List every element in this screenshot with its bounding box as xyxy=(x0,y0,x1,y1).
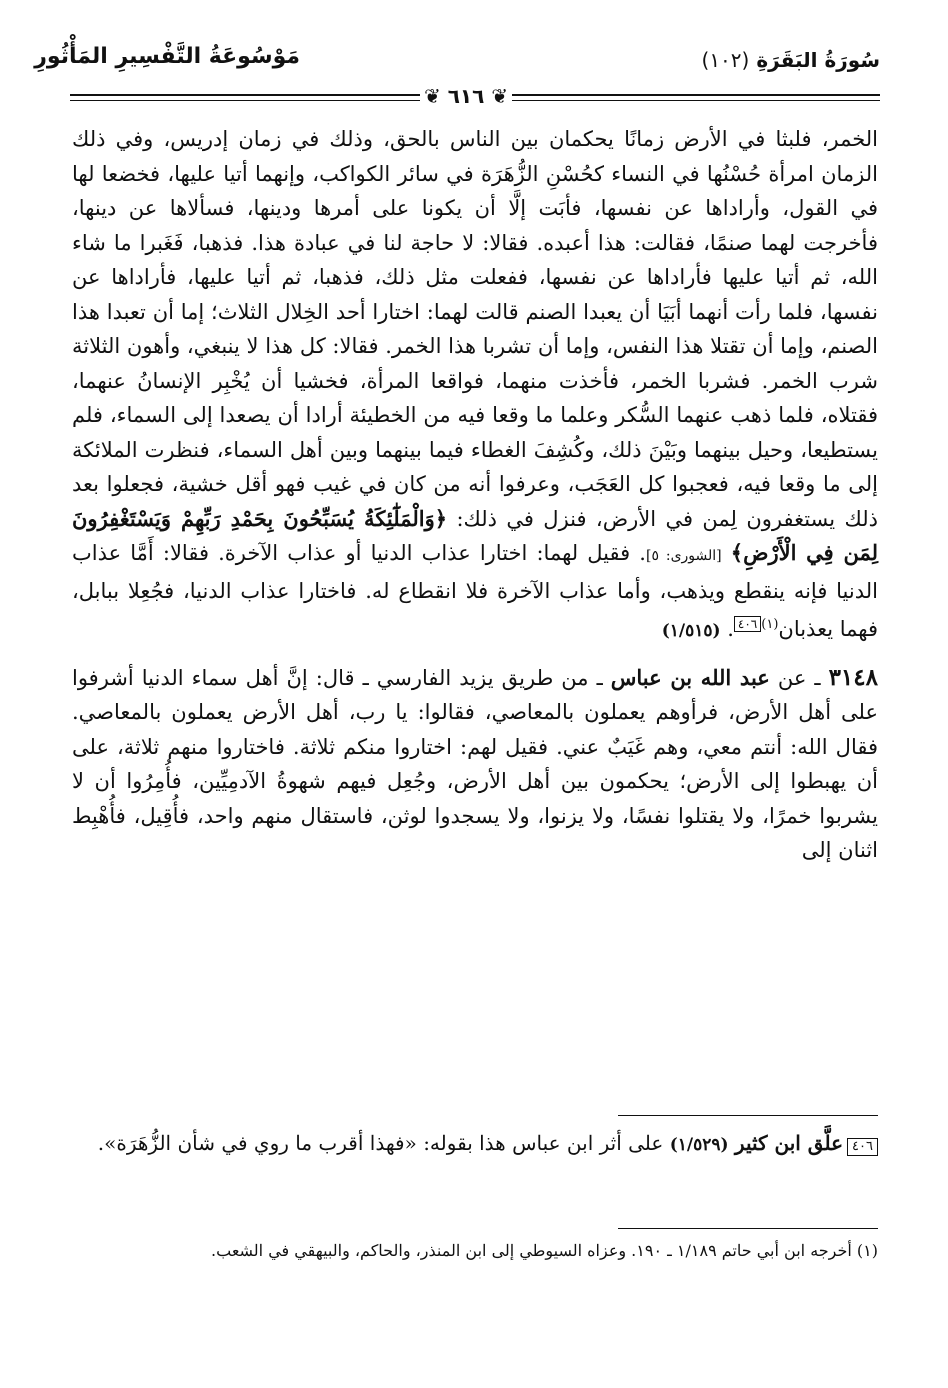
paragraph-2-dash: ـ عن xyxy=(769,665,829,690)
header-rule-right xyxy=(512,94,880,101)
note-text: على أثر ابن عباس هذا بقوله: «فهذا أقرب ما روي في شأن الزُّهَرَة». xyxy=(97,1131,670,1155)
page-header xyxy=(34,44,880,114)
page-number: ❦ ٦١٦ ❦ xyxy=(423,84,509,108)
surah-name: سُورَةُ البَقَرَةِ xyxy=(756,48,880,72)
surah-title xyxy=(700,48,880,88)
header-rule-left xyxy=(70,94,420,101)
paragraph-1: الخمر، فلبثا في الأرض زمانًا يحكمان بين الناس بالحق، وذلك في زمان إدريس، وفي ذلك الزمان امرأة حُسْنُها في النساء كحُسْنِ الزُّهَرَة في سائر الكواكب، وإنهما أتيا عليها، فخضعا لها في القول، وأراداها عن نفسها، فأبَت إلَّا أن يكونا على أمرها ودينها، فسألاها عن دينها، فأخرجت لهما صنمًا، فقالت: هذا أعبده. فقالا: لا حاجة لنا في عبادة هذا. فذهبا، فَغَبرا ما شاء الله، ثم أتيا عليها فأراداها عن نفسها، ففعلت مثل ذلك، فذهبا، ثم أتيا عليها، فأراداها عن نفسها، فلما رأت أنهما أبَيَا أن يعبدا الصنم قالت لهما: اختارا أحد الخِلال الثلاث؛ إما أن تعبدا هذا الصنم، وإما أن تقتلا هذا النفس، وإما أن تشربا هذا الخمر. فقالا: كل هذا لا ينبغي، وأهون الثلاثة شرب الخمر. فشربا الخمر، فأخذت منهما، فواقعا المرأة، فخشيا أن يُخْبِر الإنسانُ عنهما، فقتلاه، فلما ذهب عنهما السُّكر وعلما ما وقعا فيه من الخطيئة أرادا أن يصعدا إلى السماء، فلم يستطيعا، وحيل بينهما وبَيْنَ ذلك، وكُشِفَ الغطاء فيما بينهما وبين أهل السماء، فنظرت الملائكة إلى ما وقعا فيه، فعجبوا كل العَجَب، وعرفوا أنه من كان في غيب فهو أقل خشية، فجعلوا بعد ذلك يستغفرون لِمن في الأرض، فنزل في ذلك: ﴿وَالْمَلَٰٓئِكَةُ يُسَبِّحُونَ بِحَمْدِ رَبِّهِمْ وَيَسْتَغْفِرُونَ لِمَن فِي الْأَرْضِ﴾ [الشورى: ٥]. فقيل لهما: اختارا عذاب الدنيا أو عذاب الآخرة. فقالا: أَمَّا عذاب الدنيا فإنه ينقطع ويذهب، وأما عذاب الآخرة فلا انقطاع له. فاختارا عذاب الدنيا، فجُعِلا ببابل، فهما يعذبان$^{(١)}$٤٠٦. (١/٥١٥) xyxy=(72,127,878,641)
paragraph-2-text: ـ من طريق يزيد الفارسي ـ قال: إنَّ أهل سماء الدنيا أشرفوا على أهل الأرض، فرأوهم يعملون بالمعاصي، فقالوا: يا رب، أهل الأرض يعملون بالمعاصي. فقال الله: أنتم معي، وهم غَيَبٌ عني. فقيل لهم: اختاروا منكم ثلاثة. فاختاروا منهم ثلاثة، على أن يهبطوا إلى الأرض؛ يحكمون بين أهل الأرض، وجُعِل فيهم شهوةُ الآدمِيِّين، فأُمِرُوا أن لا يشربوا خمرًا، ولا يقتلوا نفسًا، ولا يزنوا، ولا يسجدوا لوثن، فاستقال منهم واحد، فأُقِيل، فأُهْبِط اثنان إلى xyxy=(72,665,878,862)
hadith-number: ٣١٤٨ xyxy=(828,663,878,691)
note-marker-box: ٤٠٦ xyxy=(734,616,761,632)
narrator-name: عبد الله بن عباس xyxy=(610,664,770,690)
quran-ref: [الشورى: ٥] xyxy=(645,548,722,564)
page-number-value: ٦١٦ xyxy=(447,84,485,108)
footnote-separator xyxy=(618,1228,878,1229)
quran-verse: ﴿وَالْمَلَٰٓئِكَةُ يُسَبِّحُونَ بِحَمْدِ رَبِّهِمْ وَيَسْتَغْفِرُونَ لِمَن فِي الْأَرْضِ﴾ xyxy=(72,505,878,565)
verse-ref: (١٠٢) xyxy=(701,48,750,72)
paragraph-1-end: . فقيل لهما: اختارا عذاب الدنيا أو عذاب الآخرة. فقالا: أَمَّا عذاب الدنيا فإنه ينقطع ويذهب، وأما عذاب الآخرة فلا انقطاع له. فاختارا عذاب الدنيا، فجُعِلا ببابل، فهما يعذبان xyxy=(72,541,878,641)
paragraph-1-text: الخمر، فلبثا في الأرض زمانًا يحكمان بين الناس بالحق، وذلك في زمان إدريس، وفي ذلك الزمان امرأة حُسْنُها في النساء كحُسْنِ الزُّهَرَة في سائر الكواكب، وإنهما أتيا عليها، فخضعا لها في القول، وأراداها عن نفسها، فأبَت إلَّا أن يكونا على أمرها ودينها، فسألاها عن دينها، فأخرجت لهما صنمًا، فقالت: هذا أعبده. فقالا: لا حاجة لنا في عبادة هذا. فذهبا، فَغَبرا ما شاء الله، ثم أتيا عليها فأراداها عن نفسها، ففعلت مثل ذلك، فذهبا، ثم أتيا عليها، فأراداها عن نفسها، فلما رأت أنهما أبَيَا أن يعبدا الصنم قالت لهما: اختارا أحد الخِلال الثلاث؛ إما أن تعبدا هذا الصنم، وإما أن تقتلا هذا النفس، وإما أن تشربا هذا الخمر. فقالا: كل هذا لا ينبغي، وأهون الثلاثة شرب الخمر. فشربا الخمر، فأخذت منهما، فواقعا المرأة، فخشيا أن يُخْبِر الإنسانُ عنهما، فقتلاه، فلما ذهب عنهما السُّكر وعلما ما وقعا فيه من الخطيئة أرادا أن يصعدا إلى السماء، فلم يستطيعا، وحيل بينهما وبَيْنَ ذلك، وكُشِفَ الغطاء فيما بينهما وبين أهل السماء، فنظرت الملائكة إلى ما وقعا فيه، فعجبوا كل العَجَب، وعرفوا أنه من كان في غيب فهو أقل خشية، فجعلوا بعد ذلك يستغفرون لِمن في الأرض، فنزل في ذلك: xyxy=(72,127,878,531)
note-box: ٤٠٦ xyxy=(847,1138,878,1156)
paragraph-2 xyxy=(72,661,878,868)
footnote-marker: (١) xyxy=(761,617,779,632)
note-volume-ref: (١/٥٢٩) xyxy=(669,1135,729,1155)
footnote: (١) أخرجه ابن أبي حاتم ١/١٨٩ ـ ١٩٠. وعزاه السيوطي إلى ابن المنذر، والحاكم، والبيهقي في الشعب. xyxy=(211,1241,878,1260)
main-text xyxy=(72,122,878,868)
note-author: علَّق ابن كثير xyxy=(734,1131,844,1155)
note-separator xyxy=(618,1115,878,1116)
book-title: مَوْسُوعَةُ التَّفْسِيرِ المَأْثُورِ xyxy=(34,44,300,69)
volume-ref: (١/٥١٥) xyxy=(661,621,721,641)
commentary-note xyxy=(72,1126,878,1163)
